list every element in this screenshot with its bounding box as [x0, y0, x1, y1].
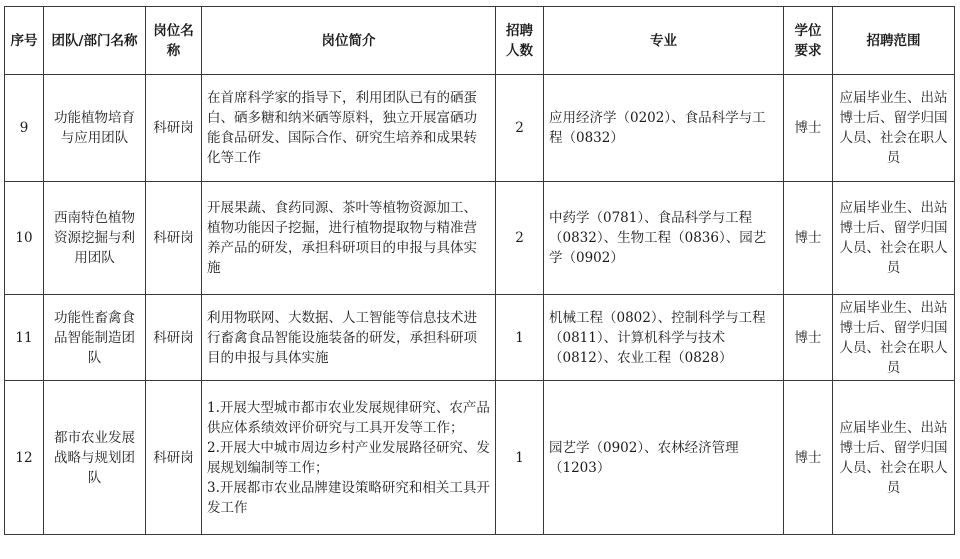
cell-major: 中药学（0781）、食品科学与工程（0832）、生物工程（0836）、园艺学（0902） — [544, 182, 784, 295]
cell-team: 都市农业发展战略与规划团队 — [44, 381, 146, 535]
cell-degree: 博士 — [784, 381, 833, 535]
header-no: 序号 — [5, 7, 44, 75]
cell-scope: 应届毕业生、出站博士后、留学归国人员、社会在职人员 — [833, 75, 955, 182]
cell-no: 10 — [5, 182, 44, 295]
table-row — [5, 295, 955, 381]
cell-major: 应用经济学（0202）、食品科学与工程（0832） — [544, 75, 784, 182]
cell-scope: 应届毕业生、出站博士后、留学归国人员、社会在职人员 — [833, 295, 955, 381]
cell-degree: 博士 — [784, 295, 833, 381]
header-degree: 学位要求 — [784, 7, 833, 75]
cell-team: 功能性畜禽食品智能制造团队 — [44, 295, 146, 381]
cell-no: 12 — [5, 381, 44, 535]
cell-count: 2 — [496, 182, 544, 295]
header-scope: 招聘范围 — [833, 7, 955, 75]
cell-post: 科研岗 — [146, 182, 202, 295]
cell-scope: 应届毕业生、出站博士后、留学归国人员、社会在职人员 — [833, 381, 955, 535]
cell-desc: 在首席科学家的指导下，利用团队已有的硒蛋白、硒多糖和纳米硒等原料，独立开展富硒功能食品研发、国际合作、研究生培养和成果转化等工作 — [202, 75, 496, 182]
recruitment-table — [4, 6, 955, 535]
cell-team: 功能植物培育与应用团队 — [44, 75, 146, 182]
cell-post: 科研岗 — [146, 381, 202, 535]
cell-degree: 博士 — [784, 182, 833, 295]
cell-no: 9 — [5, 75, 44, 182]
cell-degree: 博士 — [784, 75, 833, 182]
cell-count: 1 — [496, 295, 544, 381]
cell-major: 机械工程（0802）、控制科学与工程（0811）、计算机科学与技术（0812）、农业工程（0828） — [544, 295, 784, 381]
header-team: 团队/部门名称 — [44, 7, 146, 75]
table-row — [5, 182, 955, 295]
cell-count: 2 — [496, 75, 544, 182]
cell-desc: 1.开展大型城市都市农业发展规律研究、农产品供应体系绩效评价研究与工具开发等工作； 2.开展大中城市周边乡村产业发展路径研究、发展规划编制等工作； 3.开展都市农业品牌建设策略研究和相关工具开发工作 — [207, 399, 490, 516]
header-count: 招聘人数 — [496, 7, 544, 75]
table-row — [5, 75, 955, 182]
cell-major: 园艺学（0902）、农林经济管理（1203） — [544, 381, 784, 535]
cell-count: 1 — [496, 381, 544, 535]
cell-team: 西南特色植物资源挖掘与利用团队 — [44, 182, 146, 295]
cell-desc: 开展果蔬、食药同源、茶叶等植物资源加工、植物功能因子挖掘，进行植物提取物与精准营养产品的研发，承担科研项目的申报与具体实施 — [202, 182, 496, 295]
cell-scope: 应届毕业生、出站博士后、留学归国人员、社会在职人员 — [833, 182, 955, 295]
cell-no: 11 — [5, 295, 44, 381]
header-post: 岗位名称 — [146, 7, 202, 75]
cell-desc: 利用物联网、大数据、人工智能等信息技术进行畜禽食品智能设施装备的研发，承担科研项目的申报与具体实施 — [202, 295, 496, 381]
table-row — [5, 381, 955, 535]
cell-post: 科研岗 — [146, 75, 202, 182]
header-major: 专业 — [544, 7, 784, 75]
header-desc: 岗位简介 — [202, 7, 496, 75]
cell-post: 科研岗 — [146, 295, 202, 381]
header-row — [5, 7, 955, 75]
